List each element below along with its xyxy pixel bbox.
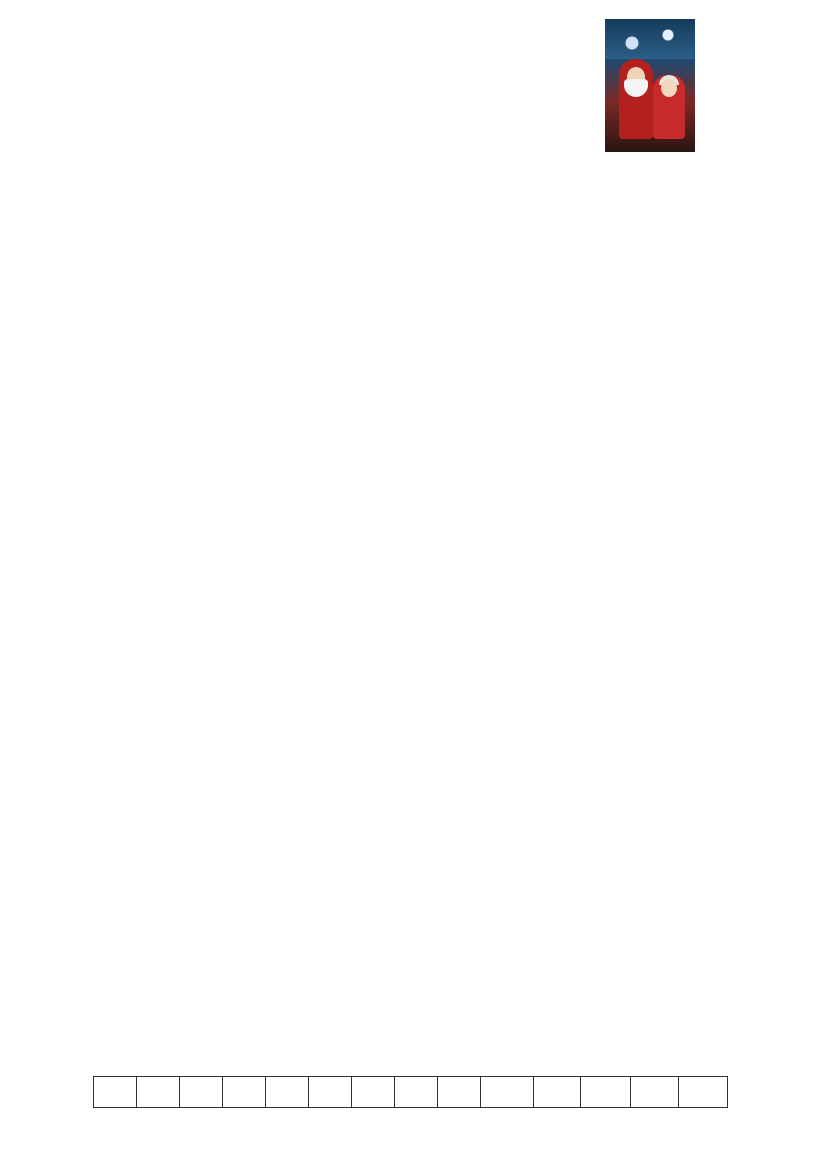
answer-box[interactable] xyxy=(395,1077,438,1107)
answer-box[interactable] xyxy=(534,1077,581,1107)
answer-box[interactable] xyxy=(581,1077,631,1107)
answer-box[interactable] xyxy=(679,1077,728,1107)
answer-box[interactable] xyxy=(438,1077,481,1107)
answer-box[interactable] xyxy=(223,1077,266,1107)
answer-box[interactable] xyxy=(94,1077,137,1107)
movie-poster-image xyxy=(605,19,695,152)
answer-box[interactable] xyxy=(309,1077,352,1107)
answer-box[interactable] xyxy=(180,1077,223,1107)
poster-sky xyxy=(605,19,695,59)
answer-boxes xyxy=(93,1076,728,1108)
answer-box[interactable] xyxy=(631,1077,679,1107)
answer-box[interactable] xyxy=(266,1077,309,1107)
answer-box[interactable] xyxy=(481,1077,534,1107)
answer-box[interactable] xyxy=(137,1077,180,1107)
mrs-claus-face xyxy=(661,79,677,97)
answer-box[interactable] xyxy=(352,1077,395,1107)
